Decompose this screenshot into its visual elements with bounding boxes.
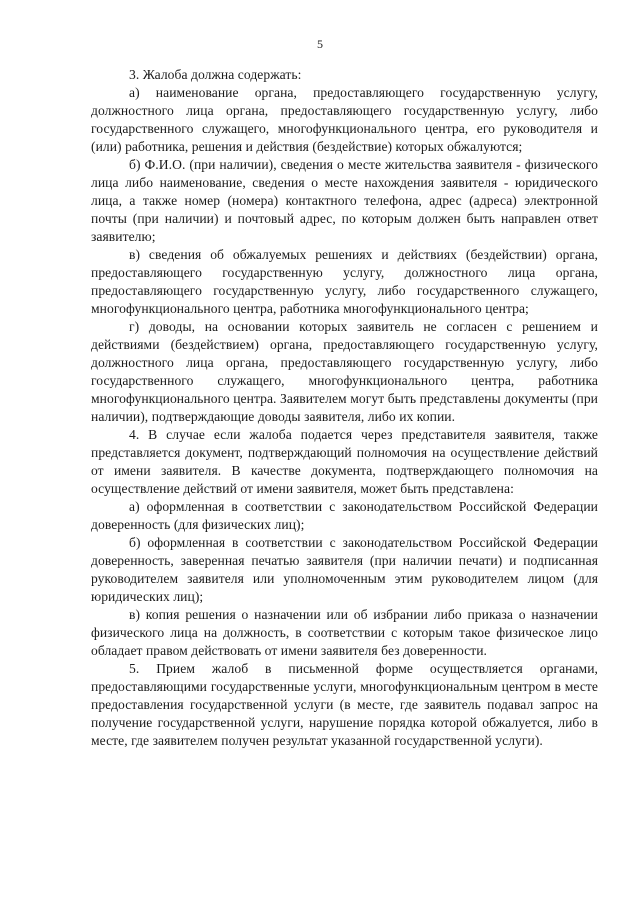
paragraph-complaint-contents-intro: 3. Жалоба должна содержать: bbox=[129, 67, 302, 82]
paragraph-written-complaints-reception: 5. Прием жалоб в письменной форме осуществляется органами, предоставляющими государственные услуги, многофункциональным центром в месте предоставления государственной услуги (в месте, где заявитель подавал запрос на получение государственной услуги, нарушение порядка которой обжалуется, либо в месте, где заявителем получен результат указанной государственной услуги). bbox=[91, 661, 598, 748]
paragraph-item-v-appealed-decisions: в) сведения об обжалуемых решениях и действиях (бездействии) органа, предоставляющего государственную услугу, должностного лица органа, предоставляющего государственную услугу, либо государственного служащего, многофункционального центра, работника многофункционального центра; bbox=[91, 247, 598, 316]
document-body bbox=[91, 66, 598, 750]
paragraph-item-g-arguments: г) доводы, на основании которых заявитель не согласен с решением и действиями (бездействием) органа, предоставляющего государственную услугу, должностного лица органа, предоставляющего государственную услугу, либо государственного служащего, многофункционального центра, работника многофункционального центра. Заявителем могут быть представлены документы (при наличии), подтверждающие доводы заявителя, либо их копии. bbox=[91, 319, 598, 424]
paragraph-item-b-power-of-attorney-legal-entities: б) оформленная в соответствии с законодательством Российской Федерации доверенность, заверенная печатью заявителя (при наличии печати) и подписанная руководителем заявителя или уполномоченным этим руководителем лицом (для юридических лиц); bbox=[91, 535, 598, 604]
page-number: 5 bbox=[317, 37, 323, 51]
paragraph-item-v-appointment-decision: в) копия решения о назначении или об избрании либо приказа о назначении физического лица на должность, в соответствии с которым такое физическое лицо обладает правом действовать от имени заявителя без доверенности. bbox=[91, 607, 598, 658]
paragraph-item-a-power-of-attorney-individuals: а) оформленная в соответствии с законодательством Российской Федерации доверенность (для физических лиц); bbox=[91, 499, 598, 532]
paragraph-item-a-authority-name: а) наименование органа, предоставляющего государственную услугу, должностного лица органа, предоставляющего государственную услугу, либо государственного служащего, многофункционального центра, его руководителя и (или) работника, решения и действия (бездействие) которых обжалуются; bbox=[91, 85, 598, 154]
paragraph-item-b-applicant-details: б) Ф.И.О. (при наличии), сведения о месте жительства заявителя - физического лица либо наименование, сведения о месте нахождения заявителя - юридического лица, а также номер (номера) контактного телефона, адрес (адреса) электронной почты (при наличии) и почтовый адрес, по которым должен быть направлен ответ заявителю; bbox=[91, 157, 598, 244]
paragraph-representative-document: 4. В случае если жалоба подается через представителя заявителя, также представляется документ, подтверждающий полномочия на осуществление действий от имени заявителя. В качестве документа, подтверждающего полномочия на осуществление действий от имени заявителя, может быть представлена: bbox=[91, 427, 598, 496]
